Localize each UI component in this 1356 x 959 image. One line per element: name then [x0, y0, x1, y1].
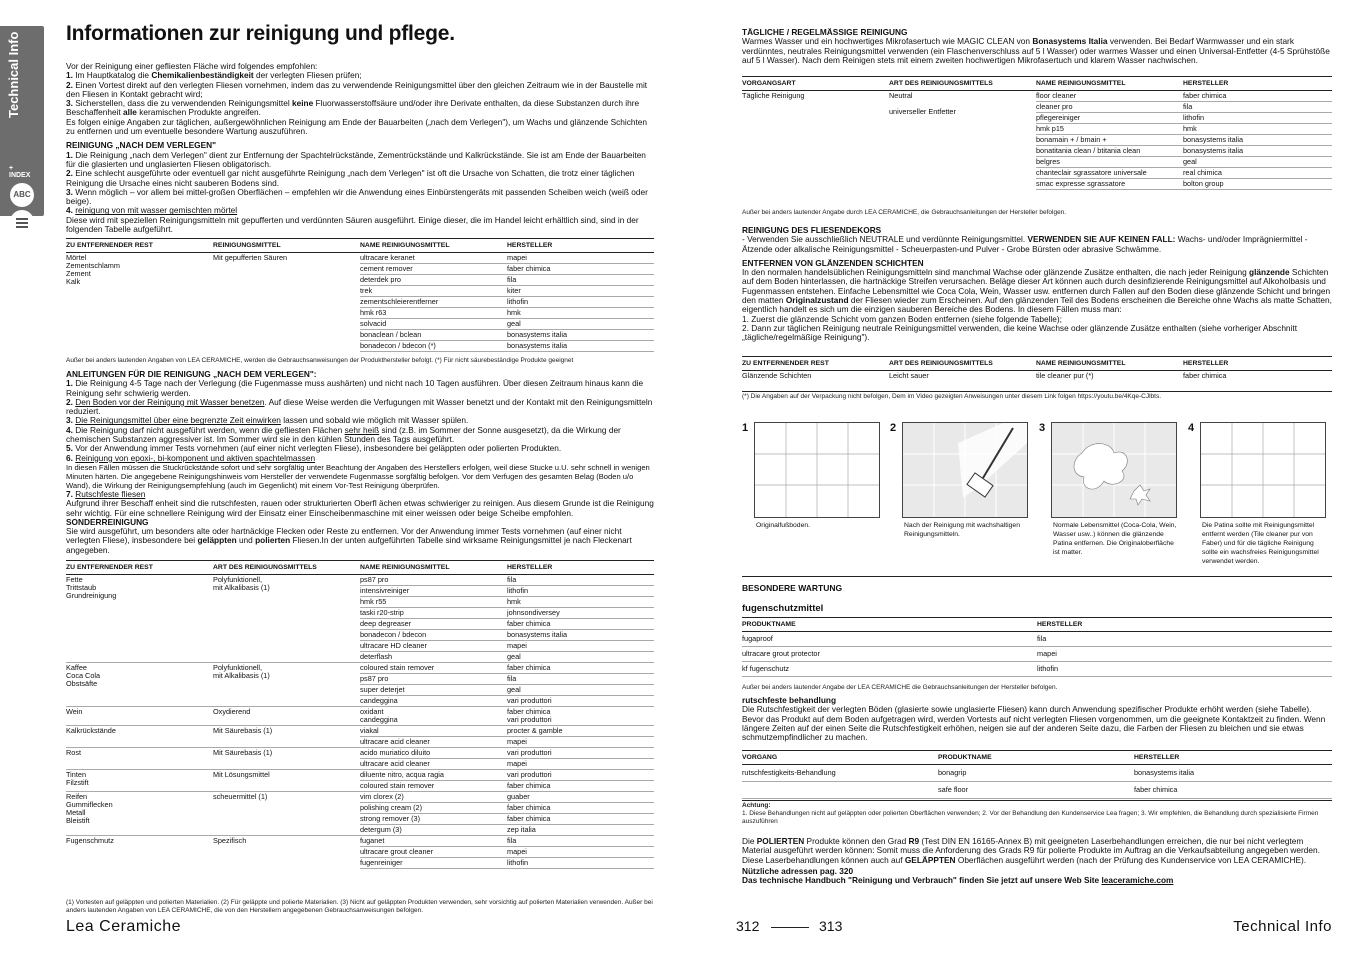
- agent-type-cell: Polyfunktionell, mit Alkalibasis (1): [213, 663, 360, 707]
- product-name-cell: intensivreiniger: [360, 586, 507, 597]
- table-row: [66, 253, 654, 264]
- manufacturer-cell: mapei: [1037, 647, 1332, 662]
- agent-cell: Mit gepufferten Säuren: [213, 253, 360, 352]
- product-name-cell: chanteclair sgrassatore universale: [1036, 168, 1183, 179]
- manufacturer-cell: faber chimica: [507, 264, 654, 275]
- table-rutschfest: VORGANG PRODUKTNAME HERSTELLER rutschfestigkeits-Behandlung bonagrip bonasystems italia safe floor faber chimica: [742, 750, 1332, 799]
- s2-item-6-text: In diesen Fällen müssen die Stuckrückstände sofort und sehr sorgfältig unter Beachtung der Angaben des Herstellers erfolgen, weil diese Stucke u.U. sehr schnell in wenigen Minuten härten. Die angegebene Reinigungshinweis vom Hersteller der verwendete Fugenmasse sorgfältig befolgen. Vor dem Verfugen des gesamten Belag (Boden u/o Wand), die Wirkung der Reinigungsempfehlung (auch im Gegenlicht) mit einem Vor-Test Reinigung überprüfen.: [66, 462, 650, 490]
- table-row: [742, 662, 1332, 677]
- manufacturer-cell: mapei: [507, 253, 654, 264]
- table-row: [742, 632, 1332, 647]
- manufacturer-cell: fila: [507, 836, 654, 847]
- table-row: [66, 836, 654, 847]
- decor-text: - Verwenden Sie ausschließlich NEUTRALE und verdünnte Reinigungsmittel. VERWENDEN SIE AUF KEINEN FALL: Wachs- und/oder Imprägniermittel - Ätzende oder alkalische Reinigungsmittel - Scheuerpasten-und Pulver - Grobe Bürsten oder abrasive Schwämme.: [742, 234, 1308, 254]
- page-number-dash: [771, 927, 809, 928]
- right-page: [678, 0, 1356, 959]
- product-name-cell: coloured stain remover: [360, 781, 507, 792]
- polished-text: Die POLIERTEN Produkte können den Grad R9 (Test DIN EN 16165-Annex B) mit geeigneten Laserbehandlungen erreichen, die nur bei nicht verlegtem Material ausgeführt werden können: Somit muss die Anforderung des Grads R9 für polierte Produkte im Auftrag an die Verkaufsabteilung angegeben werden. Diese Laserbehandlungen können auch auf GELÄPPTEN Oberflächen ausgeführt werden (nach der Prüfung des Kundenservice von LEA CERAMICHE).: [742, 836, 1320, 865]
- s2-item-1: 1. Die Reinigung 4-5 Tage nach der Verlegung (die Fugenmasse muss aushärten) und nicht nach 10 Tagen ausführen. Über diesen Zeitraum hinaus kann die Reinigung sehr schwierig werden.: [66, 378, 644, 398]
- product-name-cell: zementschleierentferner: [360, 297, 507, 308]
- manufacturer-cell: vari produttori: [507, 770, 654, 781]
- intro-text: Vor der Reinigung einer gefliesten Fläche wird folgendes empfohlen:: [66, 61, 318, 71]
- product-name-cell: bonaclean / bclean: [360, 330, 507, 341]
- table-taegliche: VORGANGSART ART DES REINIGUNGSMITTELS NAME REINIGUNGSMITTEL HERSTELLER Tägliche Reinigung Neutral universeller Entfetter floor cleaner faber chimica cleaner pro fila pflegereiniger lithofin hmk p15 hmk bonamain + / bmain + bonasystems italia bonatitania clean / btitania clean bonasystems italia belgres geal chanteclair sgrassatore universale real chimica smac expresse sgrassatore bolton group: [742, 76, 1332, 190]
- product-name-cell: trek: [360, 286, 507, 297]
- figure-1-number: 1: [742, 422, 749, 434]
- residue-cell: Mörtel Zementschlamm Zement Kalk: [66, 253, 213, 352]
- warning-text: 1. Diese Behandlungen nicht auf geläppten oder polierten Oberflächen verwenden; 2. Vor der Behandlung den Kundenservice Lea fragen; 3. Wir empfehlen, die Behandlung durch spezialisierte Firmen auszuführen: [742, 810, 1319, 825]
- table-row: [66, 770, 654, 781]
- manufacturer-cell: zep italia: [507, 825, 654, 836]
- figure-2-waxed-floor: [902, 422, 1028, 518]
- t4-name: tile cleaner pur (*): [1036, 371, 1183, 382]
- intro-item-2: 2. Einen Vortest direkt auf den verlegten Fliesen vornehmen, indem das zu verwendende Reinigungsmittel über den gleichen Zeitraum wie in der Baustelle mit den Fliesen in Kontakt gebracht wird;: [66, 79, 648, 99]
- manufacturer-cell: faber chimica: [507, 619, 654, 630]
- product-name-cell: taski r20-strip: [360, 608, 507, 619]
- figure-3-number: 3: [1039, 422, 1046, 434]
- figure-3-stains-floor: [1051, 422, 1177, 518]
- manufacturer-cell: lithofin: [1183, 113, 1332, 124]
- t4-rest: Glänzende Schichten: [742, 371, 889, 382]
- s1-item-3: 3. Wenn möglich – vor allem bei mittel-großen Oberflächen – empfehlen wir die Anwendung eines Einbürstengeräts mit passenden Scheiben weich (weiß oder beige).: [66, 186, 648, 207]
- agent-type-cell: scheuermittel (1): [213, 792, 360, 836]
- intro-block: [66, 62, 654, 234]
- table-taegliche-note: Außer bei anders lautender Angabe durch LEA CERAMICHE, die Gebrauchsanleitungen der Hersteller befolgen.: [742, 209, 1067, 216]
- product-name-cell: hmk r55: [360, 597, 507, 608]
- manufacturer-cell: fila: [1037, 632, 1332, 647]
- table-row: [742, 91, 1332, 102]
- section-title-taegliche: TÄGLICHE / REGELMÄSSIGE REINIGUNG: [742, 27, 908, 37]
- product-name-cell: ultracare grout protector: [742, 647, 1037, 662]
- product-name-cell: ultracare acid cleaner: [360, 737, 507, 748]
- manufacturer-cell: geal: [1183, 157, 1332, 168]
- section-title-sonderreinigung: SONDERREINIGUNG: [66, 516, 149, 527]
- section-title-dekor: REINIGUNG DES FLIESENDEKORS: [742, 225, 882, 235]
- table-row: [66, 707, 654, 726]
- anti-slip-text: Die Rutschfestigkeit der verlegten Böden (glasierte sowie unglasierte Fliesen) kann durch Anwendung spezifischer Produkte erhöht werden (siehe Tabelle). Bevor das Produkt auf dem Boden aufgetragen wird, werden Vortests auf nicht verlegten Fliesen vorgenommen, um die geeignete Kontaktzeit zu finden. Wenn längere Zeiten auf der einen Seite die Rutschfestigkeit erhöhen, neigen sie auf der anderen Seite dazu, die Farben der Fliesen zu bleichen und sie etwas schmutzempfindlicher zu machen.: [742, 704, 1326, 743]
- figure-1-caption: Originalfußboden.: [756, 522, 811, 529]
- product-name-cell: bonagrip: [938, 765, 1134, 782]
- section-title-nach-verlegen: REINIGUNG „NACH DEM VERLEGEN": [66, 140, 217, 151]
- manufacturer-cell: johnsondiversey: [507, 608, 654, 619]
- table-row: [742, 782, 1332, 799]
- s2-item-3: 3. Die Reinigungsmittel über eine begrenzte Zeit einwirken lassen und sobald wie möglich mit Wasser spülen.: [66, 415, 469, 426]
- polished-block: [742, 837, 1332, 885]
- product-name-cell: ps87 pro: [360, 674, 507, 685]
- abc-button[interactable]: ABC: [10, 183, 34, 207]
- page-title: Informationen zur reinigung und pflege.: [66, 22, 455, 45]
- agent-type-cell: Oxydierend: [213, 707, 360, 726]
- manufacturer-cell: mapei: [507, 759, 654, 770]
- website-link[interactable]: leaceramiche.com: [1101, 875, 1174, 886]
- manufacturer-cell: bonasystems italia: [1183, 135, 1332, 146]
- product-name-cell: deterflash: [360, 652, 507, 663]
- intro-item-1: 1. Im Hauptkatalog die Chemikalienbeständigkeit der verlegten Fliesen prüfen;: [66, 70, 362, 81]
- manufacturer-cell: mapei: [507, 737, 654, 748]
- s2-item-4: 4. Die Reinigung darf nicht ausgeführt werden, wenn die gefliesten Flächen sehr heiß sind (z.B. im Sommer der Sonne ausgesetzt), da die Wirkung der chemischen Substanzen aggressiver ist. Im Sommer wird sie in den kühlen Stunden des Tags ausgeführt.: [66, 424, 621, 445]
- manufacturer-cell: mapei: [507, 641, 654, 652]
- table-row: [66, 663, 654, 674]
- s1-item-2: 2. Eine schlecht ausgeführte oder eventuell gar nicht ausgeführte Reinigung „nach dem Verlegen" ist oft die Ursache von Schatten, die trotz einer täglichen Reinigung die Ursache eines nicht sauberen Bodens sind.: [66, 168, 635, 188]
- manufacturer-cell: kiter: [507, 286, 654, 297]
- product-name-cell: solvacid: [360, 319, 507, 330]
- product-name-cell: fuganet: [360, 836, 507, 847]
- residue-cell: Tinten Filzstift: [66, 770, 213, 792]
- table-row: [66, 792, 654, 803]
- table-row: [66, 748, 654, 759]
- daily-text: Warmes Wasser und ein hochwertiges Mikrofasertuch wie MAGIC CLEAN von Bonasystems Italia verwenden. Bei Bedarf Warmwasser und ein stark verdünntes, neutrales Reinigungsmittel verwenden (ein Flaschenverschluss auf 5 l Wasser) oder warmes Wasser und einen Universal-Entfetter (4-5 Sprühstöße auf 5 l Wasser). Nach dem Reinigen stets mit einem zweiten hochwertigen Mikrofasertuch und klarem Wasser nachwischen.: [742, 36, 1330, 65]
- product-name-cell: fugaproof: [742, 632, 1037, 647]
- manufacturer-cell: geal: [507, 685, 654, 696]
- manufacturer-cell: faber chimica: [507, 814, 654, 825]
- figure-2-caption: Nach der Reinigung mit wachshaltigen Reinigungsmitteln.: [904, 522, 1020, 538]
- section-title-anleitungen: ANLEITUNGEN FÜR DIE REINIGUNG „NACH DEM VERLEGEN":: [66, 369, 317, 379]
- manufacturer-cell: fila: [507, 275, 654, 286]
- product-name-cell: pflegereiniger: [1036, 113, 1183, 124]
- manufacturer-cell: bonasystems italia: [507, 630, 654, 641]
- instructions-block: [66, 370, 654, 555]
- manufacturer-cell: bonasystems italia: [1134, 765, 1332, 782]
- product-name-cell: deterdek pro: [360, 275, 507, 286]
- product-name-cell: smac expresse sgrassatore: [1036, 179, 1183, 190]
- product-name-cell: bonadecon / bdecon: [360, 630, 507, 641]
- manufacturer-cell: lithofin: [507, 297, 654, 308]
- product-name-cell: floor cleaner: [1036, 91, 1183, 102]
- anti-slip-block: [742, 696, 1332, 742]
- manufacturer-cell: lithofin: [1037, 662, 1332, 677]
- residue-cell: Reifen Gummiflecken Metall Bleistift: [66, 792, 213, 836]
- product-name-cell: safe floor: [938, 782, 1134, 799]
- agent-type-cell: Mit Säurebasis (1): [213, 726, 360, 748]
- manual-text: Das technische Handbuch "Reinigung und Verbrauch" finden Sie jetzt auf unsere Web Site leaceramiche.com: [742, 875, 1174, 886]
- product-name-cell: deep degreaser: [360, 619, 507, 630]
- product-name-cell: kf fugenschutz: [742, 662, 1037, 677]
- product-name-cell: belgres: [1036, 157, 1183, 168]
- manufacturer-cell: faber chimica: [1183, 91, 1332, 102]
- table-row: [742, 647, 1332, 662]
- divider: [742, 576, 1332, 577]
- product-name-cell: detergum (3): [360, 825, 507, 836]
- product-name-cell: strong remover (3): [360, 814, 507, 825]
- manufacturer-cell: vari produttori: [507, 696, 654, 707]
- page-number-left: 312: [736, 918, 760, 934]
- manufacturer-cell: geal: [507, 652, 654, 663]
- brand-logo: Lea Ceramiche: [66, 918, 181, 935]
- manufacturer-cell: mapei: [507, 847, 654, 858]
- side-tab-label: Technical Info: [6, 31, 21, 118]
- manufacturer-cell: bonasystems italia: [507, 330, 654, 341]
- decor-block: [742, 226, 1332, 343]
- table-fugenschutz: PRODUKTNAME HERSTELLER fugaproof fila ultracare grout protector mapei kf fugenschutz lithofin: [742, 617, 1332, 677]
- manufacturer-cell: hmk: [1183, 124, 1332, 135]
- product-name-cell: ultracare grout cleaner: [360, 847, 507, 858]
- product-name-cell: oxidant candeggina: [360, 707, 507, 726]
- warning-title: Achtung:: [742, 802, 771, 809]
- footer-section-label: Technical Info: [1233, 918, 1332, 935]
- product-name-cell: polishing cream (2): [360, 803, 507, 814]
- agent-type-cell: Spezifisch: [213, 836, 360, 869]
- figure-4-caption: Die Patina sollte mit Reinigungsmittel entfernt werden (Tile cleaner pur von Faber) und für die tägliche Reinigung sollte ein wachsfreies Reinigungsmittel verwendet werden.: [1202, 522, 1319, 565]
- table-fugenschutz-note: Außer bei anders lautender Angabe der LEA CERAMICHE die Gebrauchsanleitungen der Hersteller befolgen.: [742, 684, 1058, 691]
- useful-addresses: Nützliche adressen pag. 320: [742, 865, 854, 876]
- table-row: [66, 575, 654, 586]
- manufacturer-cell: lithofin: [507, 858, 654, 869]
- manufacturer-cell: procter & gamble: [507, 726, 654, 737]
- figure-3-caption: Normale Lebensmittel (Coca-Cola, Wein, Wasser usw..) können die glänzende Patina entfernen. Die Originaloberfläche ist matter.: [1053, 522, 1177, 556]
- table-glaenzende-note: (*) Die Angaben auf der Verpackung nicht befolgen, Dem im Video gezeigten Anweisungen unter diesem Link folgen https://youtu.be/4Kqe-CJlbts.: [742, 391, 1332, 401]
- table-row: [66, 726, 654, 737]
- product-name-cell: ultracare acid cleaner: [360, 759, 507, 770]
- s2-item-7: 7. Rutschfeste fliesen: [66, 488, 146, 499]
- section-title-glaenzende: ENTFERNEN VON GLÄNZENDEN SCHICHTEN: [742, 257, 924, 268]
- manufacturer-cell: fila: [507, 674, 654, 685]
- t4-art: Leicht sauer: [889, 371, 1036, 382]
- residue-cell: Fugenschmutz: [66, 836, 213, 869]
- table-glaenzende: ZU ENTFERNENDER REST ART DES REINIGUNGSMITTELS NAME REINIGUNGSMITTEL HERSTELLER Glänzende Schichten Leicht sauer tile cleaner pur (*) faber chimica: [742, 356, 1332, 381]
- manufacturer-cell: fila: [507, 575, 654, 586]
- process-cell: [742, 782, 938, 799]
- residue-cell: Kalkrückstände: [66, 726, 213, 748]
- product-name-cell: hmk p15: [1036, 124, 1183, 135]
- product-name-cell: fugenreiniger: [360, 858, 507, 869]
- manufacturer-cell: faber chimica vari produttori: [507, 707, 654, 726]
- manufacturer-cell: bonasystems italia: [507, 341, 654, 352]
- table-sonderreinigung-note: (1) Vortesten auf geläppten und polierten Materialien. (2) Für geläppte und polierte Materialien. (3) Nicht auf geläppten Produkten verwenden, sehr vorsichtig auf polierten Materialien verwenden. Außer bei anders lautenden Angaben von LEA CERAMICHE, die von den Herstellern angegebenen Gebrauchsanweisungen befolgen.: [66, 899, 653, 914]
- residue-cell: Kaffee Coca Cola Obstsäfte: [66, 663, 213, 707]
- index-label[interactable]: + INDEX: [9, 165, 31, 179]
- manufacturer-cell: faber chimica: [1134, 782, 1332, 799]
- residue-cell: Wein: [66, 707, 213, 726]
- intro-item-4: Es folgen einige Angaben zur täglichen, außergewöhnlichen Reinigung am Ende der Bauarbeiten („nach dem Verlegen"), um Wachs und glänzende Schichten zu entfernen und um eventuelle besondere Wartung auszuführen.: [66, 116, 648, 137]
- process-cell: rutschfestigkeits-Behandlung: [742, 765, 938, 782]
- manufacturer-cell: vari produttori: [507, 748, 654, 759]
- residue-cell: Rost: [66, 748, 213, 770]
- s1-item-1: 1. Die Reinigung „nach dem Verlegen" dient zur Entfernung der Spachtelrückstände, Zementrückstände und Kalkrückstände. Sie ist am Ende der Bauarbeiten für die glasierten und unglasierten Fliesen obligatorisch.: [66, 149, 646, 169]
- warning-block: [742, 800, 1332, 826]
- manufacturer-cell: fila: [1183, 102, 1332, 113]
- glossy-text: In den normalen handelsüblichen Reinigungsmitteln sind manchmal Wachse oder glänzende Zusätze enthalten, die nach jeder Reinigung glänzende Schichten auf dem Boden hinterlassen, die hartnäckige Streifen verursachen. Beläge dieser Art können auch durch desinfizierende Reinigungsmittel auf Alkoholbasis und Fugenmassen entstehen. Einfache Lebensmittel wie Coca Cola, Wein, Wasser usw. entfernen durch Fallen auf den Boden diese glänzende Schicht und bringen den matten Originalzustand der Fliesen wieder zum Erscheinen. Auf den glänzenden Teil des Bodens erscheinen die Bereiche ohne Wachs als matte Schatten, eigentlich handelt es sich um die einzigen sauberen Bereiche des Bodens. In diesem Fällen muss man:: [742, 267, 1332, 315]
- residue-cell: Fette Trittstaub Grundreinigung: [66, 575, 213, 663]
- t4-hersteller: faber chimica: [1183, 371, 1332, 382]
- process-cell: Tägliche Reinigung: [742, 91, 889, 190]
- product-name-cell: ps87 pro: [360, 575, 507, 586]
- manufacturer-cell: guaber: [507, 792, 654, 803]
- section-title-wartung: BESONDERE WARTUNG: [742, 583, 843, 593]
- product-name-cell: candeggina: [360, 696, 507, 707]
- agent-type-cell: Polyfunktionell, mit Alkalibasis (1): [213, 575, 360, 663]
- glossy-step-2: 2. Dann zur täglichen Reinigung neutrale Reinigungsmittel verwenden, die keine Wachse oder glänzende Zusätze enthalten (siehe vorheriger Abschnitt „tägliche/regelmäßige Reinigung").: [742, 322, 1297, 343]
- product-name-cell: bonadecon / bdecon (*): [360, 341, 507, 352]
- section-title-rutschfest: rutschfeste behandlung: [742, 695, 837, 705]
- s2-item-5: 5. Vor der Anwendung immer Tests vornehmen (auf einer nicht verlegten Fliese), insbesondere bei geläppten oder polierten Produkten.: [66, 443, 562, 454]
- figure-1-original-floor: [754, 422, 880, 518]
- figure-2-number: 2: [890, 422, 897, 434]
- table-moertel-note: Außer bei anders lautenden Angaben von LEA CERAMICHE, werden die Gebrauchsanweisungen der Produkthersteller befolgt. (*) Für nicht säurebeständige Produkte geeignet: [66, 357, 574, 364]
- product-name-cell: cleaner pro: [1036, 102, 1183, 113]
- manufacturer-cell: faber chimica: [507, 663, 654, 674]
- figure-4-number: 4: [1188, 422, 1195, 434]
- table-row: [742, 765, 1332, 782]
- product-name-cell: super deterjet: [360, 685, 507, 696]
- product-name-cell: vim clorex (2): [360, 792, 507, 803]
- product-name-cell: viakal: [360, 726, 507, 737]
- manufacturer-cell: faber chimica: [507, 803, 654, 814]
- manufacturer-cell: faber chimica: [507, 781, 654, 792]
- table-sonderreinigung: ZU ENTFERNENDER REST ART DES REINIGUNGSMITTELS NAME REINIGUNGSMITTEL HERSTELLER Fette Trittstaub Grundreinigung Polyfunktionell, mit Alkalibasis (1) ps87 pro fila intensivreiniger lithofin hmk r55 hmk taski r20-strip johnsondiversey deep degreaser faber chimica bonadecon / bdecon bonasystems italia ultracare HD cleaner mapei deterflash geal Kaffee Coca Cola Obstsäfte Polyfunktionell, mit Alkalibasis (1) coloured stain remover faber chimica ps87 pro fila super deterjet geal candeggina vari produttori Wein Oxydierend oxidant candeggina faber chimica vari produttori Kalkrückstände Mit Säurebasis (1) viakal procter & gamble ultracare acid cleaner mapei Rost Mit Säurebasis (1) acido muriatico diluito vari produttori ultracare acid cleaner mapei Tinten Filzstift Mit Lösungsmittel diluente nitro, acqua ragia vari produttori coloured stain remover faber chimica Reifen Gummiflecken Metall Bleistift scheuermittel (1) vim clorex (2) guaber polishing cream (2) faber chimica strong remover (3) faber chimica detergum (3) zep italia Fugenschmutz Spezifisch fuganet fila ultracare grout cleaner mapei fugenreiniger lithofin: [66, 560, 654, 869]
- s1-item-4: 4. reinigung von mit wasser gemischten mörtel: [66, 205, 238, 216]
- index-text: INDEX: [9, 172, 31, 179]
- product-name-cell: ultracare keranet: [360, 253, 507, 264]
- side-tab: [0, 26, 44, 216]
- manufacturer-cell: geal: [507, 319, 654, 330]
- agent-type-cell: Mit Säurebasis (1): [213, 748, 360, 770]
- manufacturer-cell: hmk: [507, 597, 654, 608]
- s2-item-7-text: Aufgrund ihrer Beschaff enheit sind die rutschfesten, rauen oder strukturierten Oberfl ächen etwas schwieriger zu reinigen. Aus diesem Grunde ist die Reinigung sehr wichtig. Für eine schnellere Reinigung wird der Einsatz einer Einscheibenmaschine mit einer weissen oder beige Scheibe empfohlen.: [66, 498, 654, 518]
- product-name-cell: bonatitania clean / btitania clean: [1036, 146, 1183, 157]
- menu-button[interactable]: [10, 210, 34, 234]
- subsection-fugenschutz: fugenschutzmittel: [742, 603, 824, 614]
- figure-4-clean-floor: [1200, 422, 1326, 518]
- s2-item-6: 6. Reinigung von epoxi-, bi-komponent und aktiven spachtelmassen: [66, 452, 316, 463]
- product-name-cell: ultracare HD cleaner: [360, 641, 507, 652]
- daily-cleaning-block: [742, 28, 1332, 65]
- page-number-right: 313: [819, 918, 843, 934]
- manufacturer-cell: bonasystems italia: [1183, 146, 1332, 157]
- agent-type-cell: Mit Lösungsmittel: [213, 770, 360, 792]
- s1-item-4-text: Diese wird mit speziellen Reinigungsmitteln mit gepufferten und verdünnten Säuren ausgeführt. Einige dieser, die im Handel leicht erhältlich sind, sind in der folgenden Tabelle aufgeführt.: [66, 214, 639, 235]
- manufacturer-cell: bolton group: [1183, 179, 1332, 190]
- product-name-cell: cement remover: [360, 264, 507, 275]
- s2-item-2: 2. Den Boden vor der Reinigung mit Wasser benetzen. Auf diese Weise werden die Verfugungen mit Wasser benetzt und der Kontakt mit den Reinigungsmitteln reduziert.: [66, 396, 653, 417]
- agent-type-cell: Neutral universeller Entfetter: [889, 91, 1036, 190]
- manufacturer-cell: real chimica: [1183, 168, 1332, 179]
- intro-item-3: 3. Sicherstellen, dass die zu verwendenden Reinigungsmittel keine Fluorwasserstoffsäure und/oder ihre Derivate enthalten, da diese Substanzen durch ihre Beschaffenheit alle keramischen Produkte angreifen.: [66, 98, 640, 118]
- manufacturer-cell: hmk: [507, 308, 654, 319]
- product-name-cell: coloured stain remover: [360, 663, 507, 674]
- glossy-step-1: 1. Zuerst die glänzende Schicht vom ganzen Boden entfernen (siehe folgende Tabelle);: [742, 313, 1062, 324]
- s3-text: Sie wird ausgeführt, um besonders alte oder hartnäckige Flecken oder Reste zu entfernen. Vor der Anwendung immer Tests vornehmen (auf einer nicht verlegten Fliese), insbesondere bei geläppten und polierten Fliesen.In der unten aufgeführten Tabelle sind wirksame Reinigungsmittel je nach Fleckenart angegeben.: [66, 526, 632, 555]
- manufacturer-cell: lithofin: [507, 586, 654, 597]
- product-name-cell: hmk r63: [360, 308, 507, 319]
- table-moertel: ZU ENTFERNENDER REST REINIGUNGSMITTEL NAME REINIGUNGSMITTEL HERSTELLER Mörtel Zementschlamm Zement Kalk Mit gepufferten Säuren ultracare keranet mapei cement remover faber chimica deterdek pro fila trek kiter zementschleierentferner lithofin hmk r63 hmk solvacid geal bonaclean / bclean bonasystems italia bonadecon / bdecon (*) bonasystems italia: [66, 238, 654, 352]
- product-name-cell: diluente nitro, acqua ragia: [360, 770, 507, 781]
- product-name-cell: bonamain + / bmain +: [1036, 135, 1183, 146]
- product-name-cell: acido muriatico diluito: [360, 748, 507, 759]
